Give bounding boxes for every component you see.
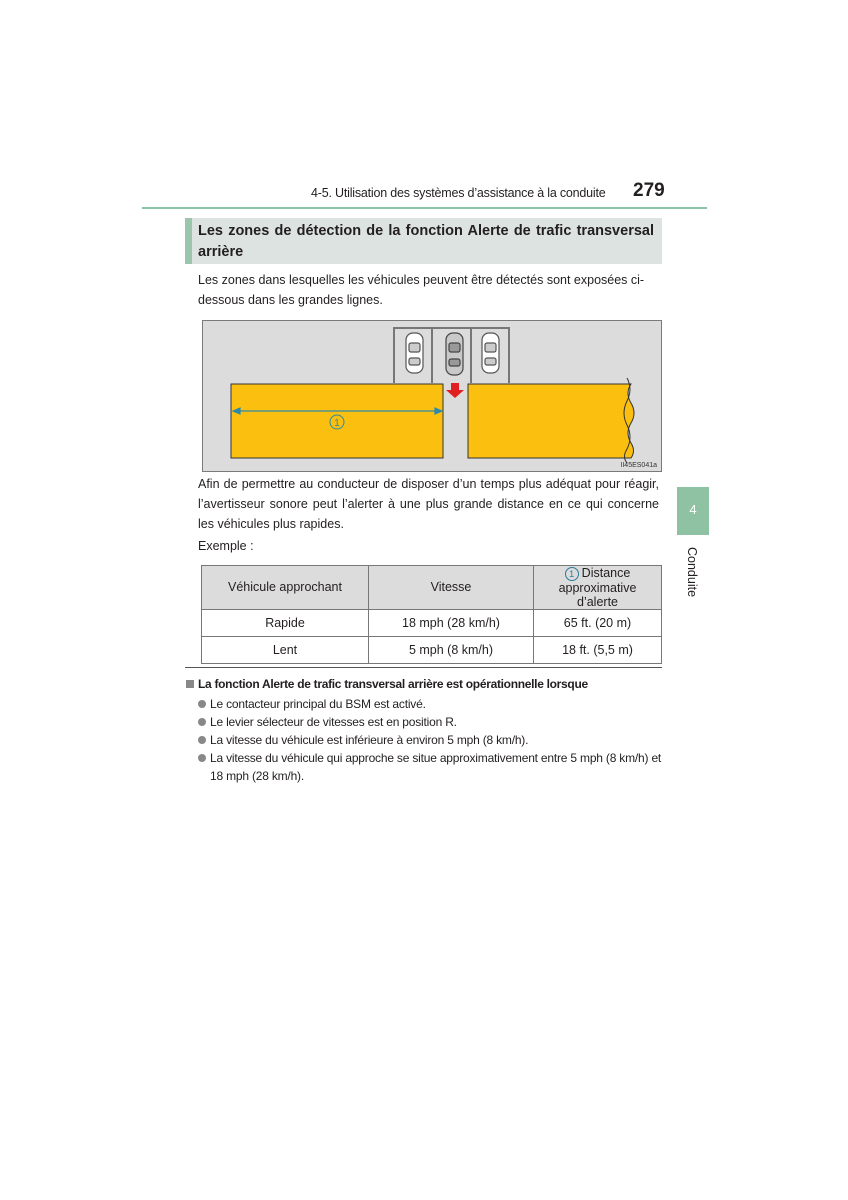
table-cell: Rapide	[202, 609, 369, 636]
table-cell: 5 mph (8 km/h)	[369, 636, 534, 663]
example-table	[201, 565, 662, 664]
table-cell: 18 ft. (5,5 m)	[534, 636, 662, 663]
list-item	[198, 731, 664, 749]
list-item-text: La vitesse du véhicule qui approche se situe approximativement entre 5 mph (8 km/h) et 18 mph (28 km/h).	[210, 751, 662, 783]
list-item-text: Le levier sélecteur de vitesses est en position R.	[210, 715, 457, 729]
header-vehicle: Véhicule approchant	[202, 566, 369, 610]
bullet-dot-icon	[198, 754, 206, 762]
section-title: Les zones de détection de la fonction Alerte de trafic transversal arrière	[185, 218, 662, 264]
list-item-text: Le contacteur principal du BSM est activé.	[210, 697, 426, 711]
parked-car-right	[482, 333, 499, 373]
list-item	[198, 749, 664, 785]
own-car	[446, 333, 463, 375]
bullet-dot-icon	[198, 718, 206, 726]
alert-distance-paragraph: Afin de permettre au conducteur de disposer d’un temps plus adéquat pour réagir, l’avertisseur sonore peut l’alerter à une plus grande distance en ce qui concerne les véhicules plus rapides.	[198, 477, 659, 531]
list-item	[198, 695, 664, 713]
list-item-text: La vitesse du véhicule est inférieure à environ 5 mph (8 km/h).	[210, 733, 529, 747]
detection-zone-illustration	[203, 321, 661, 471]
example-label: Exemple :	[198, 539, 254, 553]
chapter-label: Conduite	[685, 547, 699, 598]
header-distance-label: Distance approximative d’alerte	[558, 566, 637, 609]
reverse-arrow	[446, 383, 464, 398]
callout-1-label: 1	[334, 418, 340, 429]
square-bullet-icon	[186, 680, 194, 688]
bullet-dot-icon	[198, 700, 206, 708]
header-speed: Vitesse	[369, 566, 534, 610]
figure-code: II45ES041a	[620, 462, 657, 469]
running-header: 4-5. Utilisation des systèmes d’assistance à la conduite	[311, 186, 606, 200]
conditions-title-text: La fonction Alerte de trafic transversal arrière est opérationnelle lorsque	[198, 677, 588, 691]
right-detection-zone	[468, 384, 634, 458]
bullet-dot-icon	[198, 736, 206, 744]
list-item	[198, 713, 664, 731]
conditions-list	[198, 695, 664, 785]
table-cell: 18 mph (28 km/h)	[369, 609, 534, 636]
callout-1-icon: 1	[565, 567, 579, 581]
header-distance	[534, 566, 662, 610]
page-number: 279	[633, 180, 665, 201]
chapter-tab[interactable]: 4	[677, 487, 709, 535]
detection-zone-figure	[202, 320, 662, 472]
header-rule	[142, 207, 707, 209]
intro-paragraph: Les zones dans lesquelles les véhicules peuvent être détectés sont exposées ci-dessous dans les grandes lignes.	[198, 273, 645, 307]
conditions-title	[186, 677, 588, 691]
parked-car-left	[406, 333, 423, 373]
table-row	[202, 636, 662, 663]
table-row	[202, 609, 662, 636]
table-header-row	[202, 566, 662, 610]
table-cell: 65 ft. (20 m)	[534, 609, 662, 636]
table-cell: Lent	[202, 636, 369, 663]
section-divider	[185, 667, 662, 668]
